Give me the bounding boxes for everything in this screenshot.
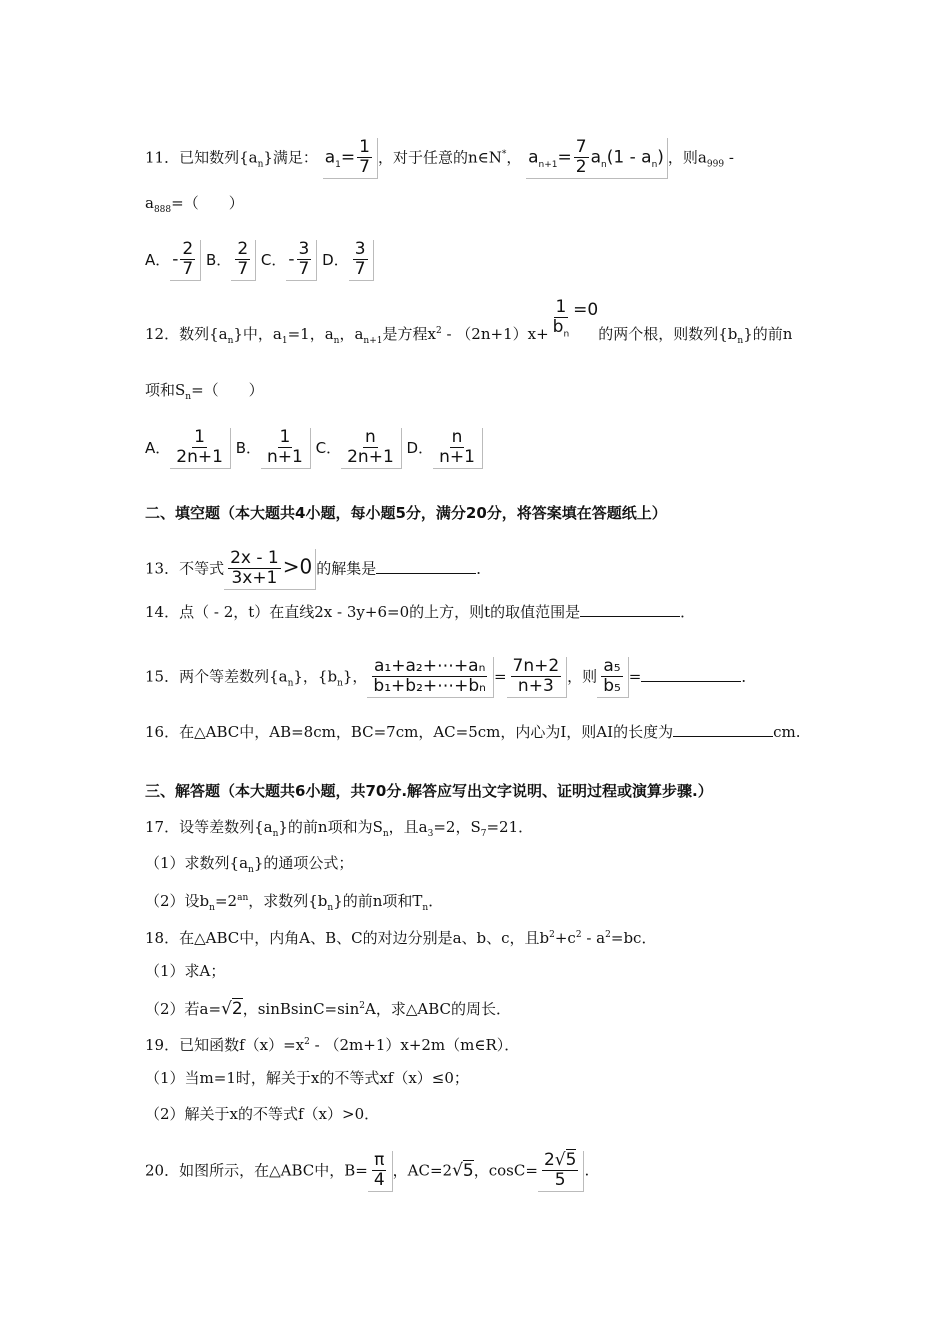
q19-line2: （1）当m=1时，解关于x的不等式xf（x）≤0；: [145, 1069, 469, 1087]
q11-line1: 11．已知数列$\{a_n\}$满足： $a_1=$ $\frac{1}{7}$ ，对于任意的n∈N*， $a_{n+1}=$ $\frac{7}{2}$ $a_n(1 - a_n)$ ，则$a_{999}$ -: [145, 137, 734, 177]
q11-line2: $a_{888}=$（ ）: [145, 194, 244, 215]
q20-line: 20．如图所示，在△ABC中，B= $\frac{\pi}{4}$ ，AC=2√5，cosC= $\frac{2√5}{5}$ .: [145, 1150, 590, 1190]
q11-text: 11．已知数列{a: [145, 148, 258, 167]
sqrt-2: √2: [221, 999, 243, 1019]
sqrt-5: √5: [452, 1160, 474, 1181]
q14-line: 14．点（ - 2，t）在直线2x - 3y+6=0的上方，则t的取值范围是 ．: [145, 600, 695, 623]
q11-option-d: D． $\frac{3}{7}$: [322, 251, 373, 269]
q12-equation-fraction: $\frac{1}{b_n}$: [552, 297, 570, 340]
q11-option-b: B． $\frac{2}{7}$: [206, 251, 256, 269]
q19-line3: （2）解关于x的不等式f（x）>0．: [145, 1105, 380, 1123]
q13-line: 13．不等式 $\frac{2x - 1}{3x+1}$ >0 的解集是 ．: [145, 548, 492, 588]
section-2-heading: 二、填空题（本大题共4小题，每小题5分，满分20分，将答案填在答题纸上）: [145, 504, 667, 522]
q19-line1: 19．已知函数$f(x)=x^2$ - （2m+1）x+2m（m∈R）．: [145, 1036, 520, 1054]
q11-recurrence-formula: $a_{n+1}=$ $\frac{7}{2}$ $a_n(1 - a_n)$: [526, 138, 668, 179]
answer-blank[interactable]: [673, 720, 773, 737]
q12-option-a: A． $\frac{1}{2n+1}$: [145, 439, 231, 457]
answer-blank[interactable]: [376, 557, 476, 574]
q12-option-c: C． $\frac{n}{2n+1}$: [316, 439, 402, 457]
q18-line3: （2）若a=√2，$sinBsinC=\sin^2A$，求△ABC的周长．: [145, 999, 511, 1019]
q12-options: [145, 428, 483, 469]
q12-line2: 项和$S_n=$（ ）: [145, 381, 264, 402]
q15-line: 15．两个等差数列$\{a_n\}$，$\{b_n\}$， $\frac{\text{a₁+a₂+⋯+aₙ}}{\text{b₁+b₂+⋯+bₙ}}$ = $\frac{7n+2}{n+3}$ ，则 $\frac{\text{a₅}}{\text{b₅}}$ = ．: [145, 656, 757, 696]
q17-line3: （2）设$b_n=2^{an}$，求数列$\{b_n\}$的前n项和$T_n$．: [145, 892, 444, 913]
q11-option-a: A． - $\frac{2}{7}$: [145, 251, 201, 269]
answer-blank[interactable]: [580, 600, 680, 617]
q18-line2: （1）求A；: [145, 962, 226, 980]
q17-line1: 17．设等差数列$\{a_n\}$的前n项和为$S_n$，且$a_3=2$，$S_7=21$．: [145, 818, 534, 839]
q11-option-c: C． - $\frac{3}{7}$: [261, 251, 317, 269]
answer-blank[interactable]: [641, 665, 741, 682]
q17-line2: （1）求数列$\{a_n\}$的通项公式；: [145, 854, 354, 875]
q12-option-b: B． $\frac{1}{n+1}$: [236, 439, 311, 457]
section-3-heading: 三、解答题（本大题共6小题，共70分.解答应写出文字说明、证明过程或演算步骤.）: [145, 782, 713, 800]
q11-options: [145, 240, 374, 281]
q18-line1: 18．在△ABC中，内角A、B、C的对边分别是a、b、c，且$b^2+c^2 - a^2=bc$．: [145, 929, 657, 947]
q11-a1-formula: $a_1=$ $\frac{1}{7}$: [323, 138, 378, 179]
q16-line: 16．在△ABC中，AB=8cm，BC=7cm，AC=5cm，内心为I，则AI的长度为 cm.: [145, 720, 800, 743]
q12-line1: 12．数列$\{a_n\}$中，$a_1=1$，$a_n$，$a_{n+1}$是方程$x^2 - (2n+1)x+$ $\frac{1}{b_n}$ =0的两个根，则数列$\{b_n\}$的前n: [145, 297, 793, 347]
q12-option-d: D． $\frac{n}{n+1}$: [407, 439, 483, 457]
